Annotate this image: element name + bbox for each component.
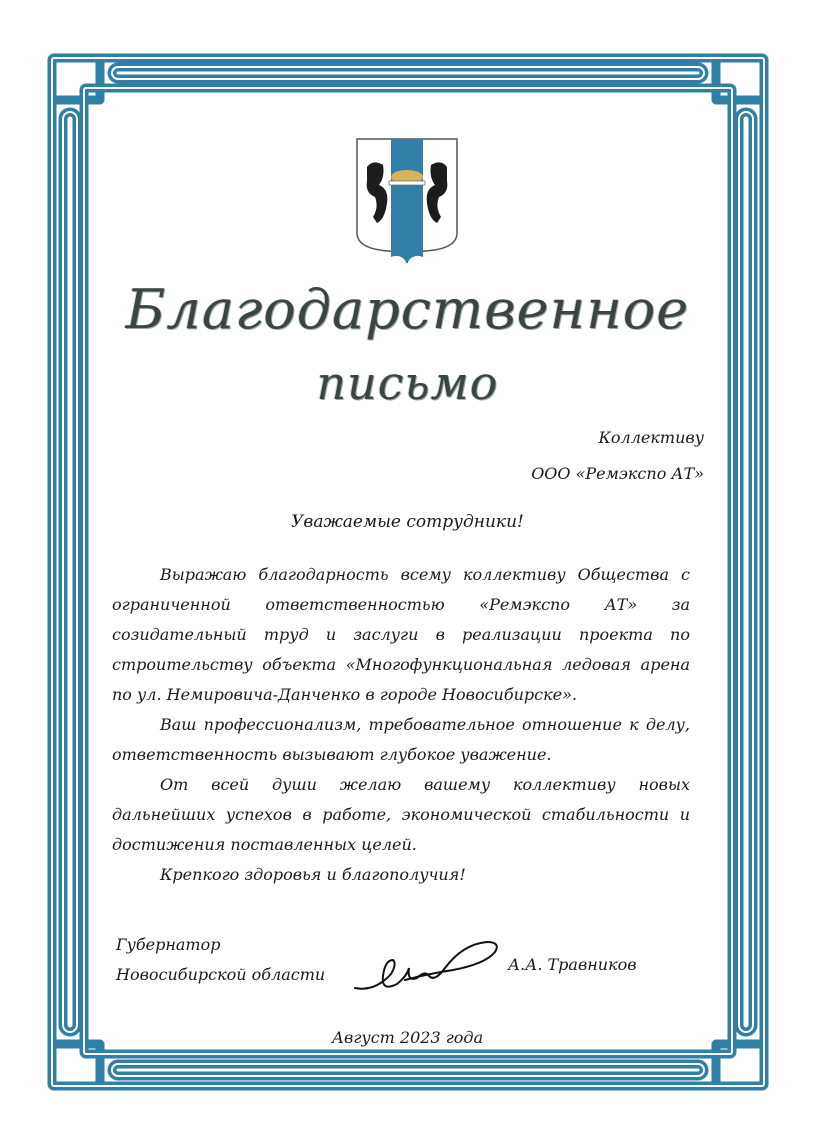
- signatory-name: А.А. Травников: [508, 955, 637, 974]
- signatory-position-line1: Губернатор: [116, 935, 221, 954]
- document-title-line1: Благодарственное: [125, 278, 690, 341]
- body-paragraph-3: От всей души желаю вашему коллективу новых дальнейших успехов в работе, экономической стабильности и достижения поставленных целей.: [112, 775, 690, 854]
- salutation: Уважаемые сотрудники!: [291, 512, 524, 532]
- recipient-line1: Коллективу: [598, 428, 704, 447]
- recipient-line2: ООО «Ремэкспо АТ»: [531, 464, 704, 483]
- document-date: Август 2023 года: [331, 1028, 484, 1047]
- body-paragraph-2: Ваш профессионализм, требовательное отношение к делу, ответственность вызывают глубокое уважение.: [112, 715, 690, 764]
- document-title-line2: письмо: [316, 356, 499, 410]
- signatory-position: [116, 930, 325, 990]
- letter-body: [112, 560, 690, 890]
- signatory-position-line2: Новосибирской области: [116, 965, 326, 984]
- coat-of-arms-icon: [355, 137, 459, 265]
- body-paragraph-1: Выражаю благодарность всему коллективу Общества с ограниченной ответственностью «Ремэкспо АТ» за созидательный труд и заслуги в реализации проекта по строительству объекта «Многофункциональная ледовая арена по ул. Немировича-Данченко в городе Новосибирске».: [112, 565, 690, 704]
- handwritten-signature: [345, 930, 505, 1000]
- body-paragraph-4: Крепкого здоровья и благополучия!: [160, 865, 466, 884]
